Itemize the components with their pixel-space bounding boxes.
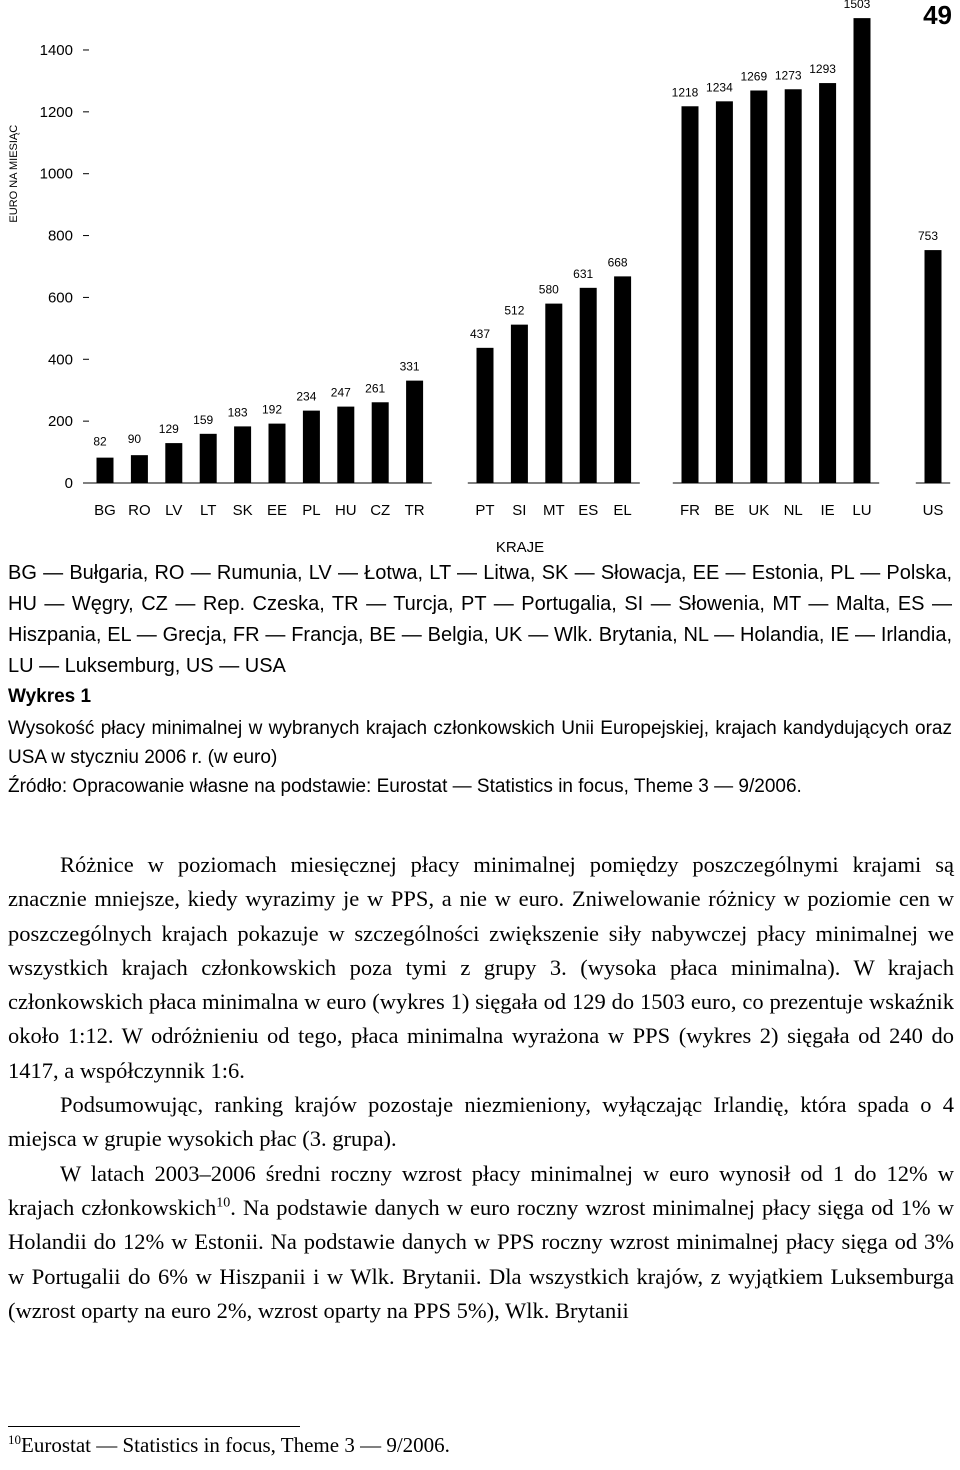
body-text	[8, 848, 954, 1328]
data-label-FR: 1218	[671, 85, 699, 100]
bar-HU	[337, 407, 354, 483]
x-tick-label-HU: HU	[334, 502, 357, 519]
x-tick-label-LU: LU	[852, 502, 872, 519]
bar-FR	[682, 106, 699, 483]
y-tick-label: 800	[47, 227, 73, 245]
data-label-ES: 631	[573, 266, 594, 281]
paragraph-2: Podsumowując, ranking krajów pozostaje niezmieniony, wyłączając Irlandię, która spada o 4 miejsca w grupie wysokich płac (3. grupa).	[8, 1092, 954, 1152]
data-label-LT: 159	[193, 412, 214, 427]
data-label-IE: 1293	[809, 62, 836, 77]
x-tick-label-UK: UK	[748, 502, 770, 519]
data-label-TR: 331	[399, 359, 420, 374]
bar-TR	[406, 381, 423, 483]
bar-LU	[854, 18, 871, 483]
data-label-MT: 580	[538, 282, 559, 297]
figure-title: Wykres 1	[8, 686, 92, 707]
x-tick-label-BE: BE	[714, 502, 735, 519]
footnote	[8, 1432, 450, 1458]
bar-SK	[234, 426, 251, 483]
data-label-LU: 1503	[843, 0, 871, 12]
bar-MT	[545, 304, 562, 483]
footnote-number: 10	[8, 1432, 21, 1447]
bar-US	[925, 250, 942, 483]
y-tick-label: 1000	[39, 165, 73, 183]
bar-EL	[614, 276, 631, 483]
bar-PL	[303, 411, 320, 483]
data-label-CZ: 261	[365, 381, 386, 396]
bar-IE	[819, 83, 836, 483]
x-tick-label-FR: FR	[680, 502, 700, 519]
footnote-divider	[8, 1426, 300, 1427]
paragraph-3-part-2: . Na podstawie danych w euro roczny wzrost minimalnej płacy sięga od 1% w Holandii do 12% w Estonii. Na podstawie danych w PPS roczny wzrost minimalnej płacy sięga od 3% w Portugalii do 6% w Hiszpanii i w Wlk. Brytanii. Dla wszystkich krajów, z wyjątkiem Luksemburga (wzrost oparty na euro 2%, wzrost oparty na PPS 5%), Wlk. Brytanii	[8, 1194, 955, 1323]
footnote-text: Eurostat — Statistics in focus, Theme 3 — 9/2006.	[21, 1433, 450, 1457]
country-code-legend: BG — Bułgaria, RO — Rumunia, LV — Łotwa, LT — Litwa, SK — Słowacja, EE — Estonia, PL — Polska, HU — Węgry, CZ — Rep. Czeska, TR — Turcja, PT — Portugalia, SI — Słowenia, MT — Malta, ES — Hiszpania, EL — Grecja, FR — Francja, BE — Belgia, UK — Wlk. Brytania, NL — Holandia, IE — Irlandia, LU — Luksemburg, US — USA	[8, 562, 952, 677]
bar-NL	[785, 89, 802, 483]
bar-BG	[97, 458, 114, 483]
x-axis-title: KRAJE	[495, 539, 545, 556]
bar-ES	[580, 288, 597, 483]
x-tick-label-SK: SK	[232, 502, 253, 519]
x-tick-label-BG: BG	[94, 502, 116, 519]
data-label-PT: 437	[469, 326, 491, 341]
data-label-PL: 234	[296, 389, 317, 404]
x-tick-label-US: US	[922, 502, 944, 519]
bar-LV	[165, 443, 182, 483]
x-tick-label-RO: RO	[128, 502, 151, 519]
data-label-UK: 1269	[740, 69, 768, 84]
y-tick-label: 600	[47, 289, 73, 307]
data-label-HU: 247	[330, 385, 351, 400]
x-tick-label-EL: EL	[613, 502, 632, 519]
x-tick-label-LT: LT	[199, 502, 217, 519]
y-tick-label: 400	[47, 351, 73, 369]
data-label-EL: 668	[607, 255, 628, 270]
paragraph-3	[8, 1157, 954, 1328]
data-label-NL: 1273	[774, 68, 802, 83]
data-label-RO: 90	[127, 432, 142, 447]
x-tick-label-ES: ES	[578, 502, 599, 519]
figure-caption	[8, 714, 952, 801]
paragraph-3-part-1: W latach 2003–2006 średni roczny wzrost płacy minimalnej w euro wynosił od 1 do 12% w krajach członkowskich	[8, 1160, 954, 1220]
x-tick-label-SI: SI	[512, 502, 527, 519]
footnote-reference[interactable]: 10	[216, 1195, 231, 1211]
data-label-SI: 512	[504, 303, 525, 318]
paragraph-1: Różnice w poziomach miesięcznej płacy minimalnej pomiędzy poszczególnymi krajami są znacznie mniejsze, kiedy wyrazimy je w PPS, a nie w euro. Zniwelowanie różnicy w poziomie cen w poszczególnych krajach pokazuje w szczególności zwiększenie siły nabywczej płacy minimalnej we wszystkich krajach członkowskich poza tymi z grupy 3. (wysoka płaca minimalna). W krajach członkowskich płaca minimalna w euro (wykres 1) sięgała od 129 do 1503 euro, co prezentuje wskaźnik około 1:12. W odróżnieniu od tego, płaca minimalna wyrażona w PPS (wykres 2) sięgała od 240 do 1417, a współczynnik 1:6.	[8, 852, 954, 1083]
x-tick-label-IE: IE	[820, 502, 835, 519]
data-label-BE: 1234	[706, 80, 733, 95]
figure-source: Źródło: Opracowanie własne na podstawie: Eurostat — Statistics in focus, Theme 3 — 9/2006.	[8, 776, 802, 797]
x-tick-label-PT: PT	[475, 502, 495, 519]
x-tick-label-EE: EE	[266, 502, 288, 519]
bar-EE	[269, 424, 286, 483]
bar-RO	[131, 455, 148, 483]
y-axis-title: EURO NA MIESIĄC	[8, 124, 20, 223]
data-label-SK: 183	[227, 405, 248, 420]
x-tick-label-NL: NL	[783, 502, 803, 519]
bar-UK	[750, 90, 767, 483]
y-tick-label: 1400	[39, 41, 73, 59]
x-tick-label-TR: TR	[404, 502, 425, 519]
bar-PT	[477, 348, 494, 483]
page-number: 49	[923, 0, 952, 30]
bar-SI	[511, 325, 528, 483]
figure-description: Wysokość płacy minimalnej w wybranych krajach członkowskich Unii Europejskiej, krajach kandydujących oraz USA w styczniu 2006 r. (w euro)	[8, 718, 952, 768]
y-tick-label: 1200	[39, 103, 73, 121]
bar-CZ	[372, 402, 389, 483]
x-tick-label-CZ: CZ	[370, 502, 391, 519]
bar-LT	[200, 434, 217, 483]
x-tick-label-MT: MT	[542, 502, 565, 519]
x-tick-label-PL: PL	[302, 502, 321, 519]
data-label-US: 753	[917, 229, 939, 244]
y-tick-label: 0	[64, 475, 73, 492]
bar-BE	[716, 101, 733, 483]
x-tick-label-LV: LV	[165, 502, 183, 519]
data-label-BG: 82	[93, 434, 107, 449]
data-label-LV: 129	[158, 422, 179, 437]
y-tick-label: 200	[47, 413, 73, 431]
data-label-EE: 192	[261, 402, 283, 417]
